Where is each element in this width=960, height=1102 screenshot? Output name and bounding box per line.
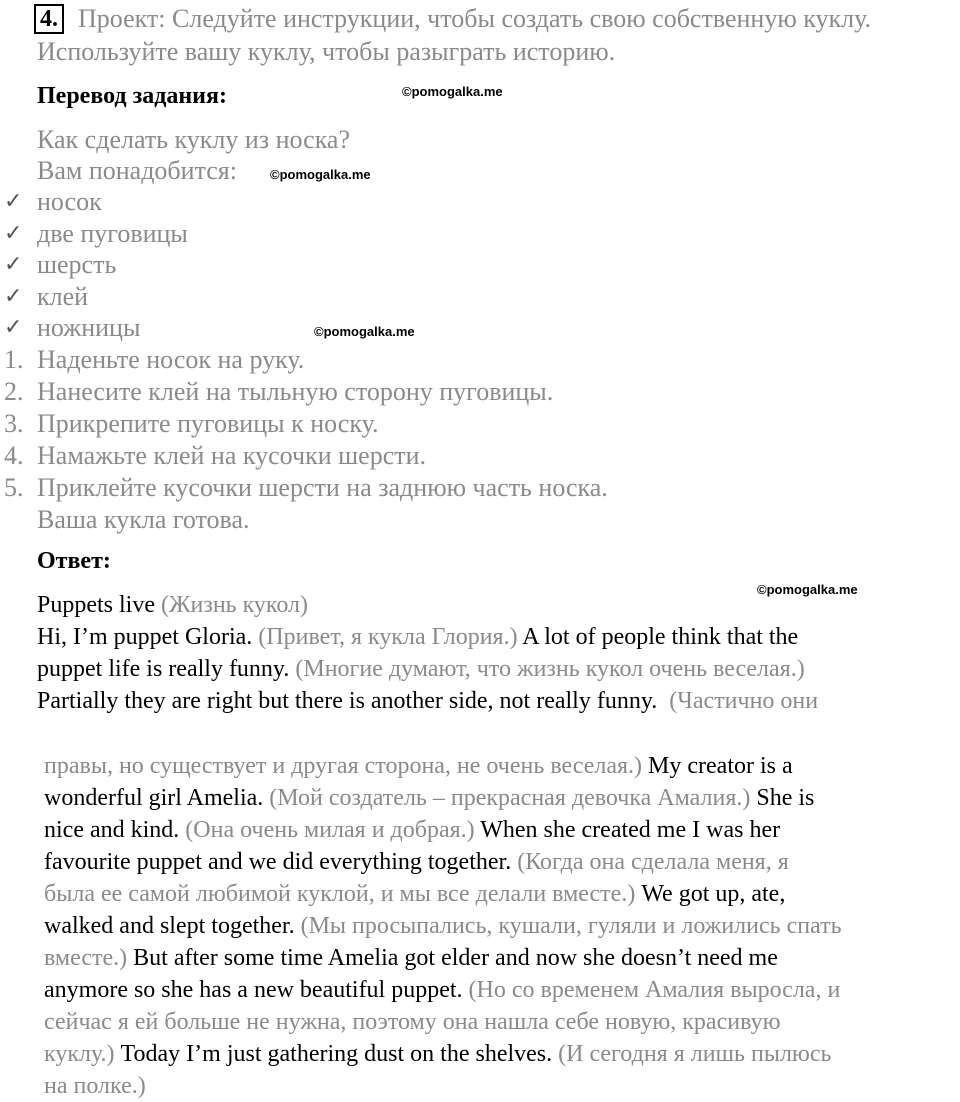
answer-line [37, 621, 818, 653]
answer-line [44, 814, 842, 846]
answer-line [37, 685, 818, 717]
english-text: favourite puppet and we did everything together. [44, 849, 518, 875]
checkmark-icon: ✓ [4, 251, 23, 276]
watermark: ©pomogalka.me [402, 84, 503, 99]
task-instruction-line1: Проект: Следуйте инструкции, чтобы создать свою собственную куклу. [78, 4, 872, 33]
checkmark-icon: ✓ [4, 188, 23, 213]
step-text: Прикрепите пуговицы к носку. [37, 409, 379, 438]
russian-translation: сейчас я ей больше не нужна, поэтому она нашла себе новую, красивую [44, 1009, 781, 1035]
russian-translation: куклу.) [44, 1041, 121, 1067]
russian-translation: (Многие думают, что жизнь кукол очень веселая.) [295, 656, 805, 682]
answer-line [44, 1006, 842, 1038]
material-item: носок [37, 187, 102, 216]
russian-translation: (Она очень милая и добрая.) [185, 817, 481, 843]
answer-line [44, 750, 842, 782]
english-text: A lot of people think that the [522, 624, 799, 650]
checkmark-icon: ✓ [4, 314, 23, 339]
english-text: nice and kind. [44, 817, 186, 843]
need-label: Вам понадобится: [37, 156, 237, 185]
watermark: ©pomogalka.me [314, 324, 415, 339]
english-text: wonderful girl Amelia. [44, 785, 270, 811]
ready-text: Ваша кукла готова. [37, 505, 250, 534]
answer-title-en: Puppets live [37, 592, 155, 618]
russian-translation: была ее самой любимой куклой, и мы все делали вместе.) [44, 881, 642, 907]
english-text: anymore so she has a new beautiful puppet. [44, 977, 469, 1003]
english-text: puppet life is really funny. [37, 656, 296, 682]
russian-translation: (Когда она сделала меня, я [517, 849, 789, 875]
russian-translation: (Привет, я кукла Глория.) [258, 624, 523, 650]
answer-paragraph-2 [44, 750, 842, 1102]
step-number: 5. [4, 473, 24, 502]
checkmark-icon: ✓ [4, 219, 23, 245]
step-text: Наденьте носок на руку. [37, 345, 305, 374]
answer-title [37, 590, 308, 621]
material-item: шерсть [37, 250, 117, 279]
step-number: 4. [4, 441, 24, 470]
answer-line [44, 782, 842, 814]
translation-heading: Перевод задания: [37, 83, 227, 109]
english-text: We got up, ate, [641, 881, 786, 907]
english-text: She is [756, 785, 815, 811]
watermark: ©pomogalka.me [757, 582, 858, 597]
watermark: ©pomogalka.me [270, 167, 371, 182]
russian-translation: (Мы просыпались, кушали, гуляли и ложились спать [300, 913, 842, 939]
english-text: Hi, I’m puppet Gloria. [37, 624, 259, 650]
english-text: But after some time Amelia got elder and now she doesn’t need me [133, 945, 778, 971]
english-text: Today I’m just gathering dust on the shelves. [120, 1041, 559, 1067]
task-number-badge: 4. [34, 4, 64, 34]
answer-line [44, 974, 842, 1006]
material-item: ножницы [37, 313, 141, 342]
answer-line [44, 910, 842, 942]
russian-translation: на полке.) [44, 1073, 146, 1099]
answer-line [44, 846, 842, 878]
step-text: Приклейте кусочки шерсти на заднюю часть носка. [37, 473, 608, 502]
russian-translation: (Но со временем Амалия выросла, и [468, 977, 841, 1003]
english-text: walked and slept together. [44, 913, 301, 939]
russian-translation: вместе.) [44, 945, 134, 971]
step-number: 3. [4, 409, 24, 438]
english-text: My creator is a [648, 753, 793, 779]
answer-line [44, 942, 842, 974]
english-text: Partially they are right but there is another side, not really funny. [37, 688, 670, 714]
answer-title-ru: (Жизнь кукол) [161, 592, 309, 618]
step-text: Намажьте клей на кусочки шерсти. [37, 441, 427, 470]
checkmark-icon: ✓ [4, 282, 23, 308]
russian-translation: (Мой создатель – прекрасная девочка Амалия.) [269, 785, 757, 811]
step-number: 2. [4, 377, 24, 406]
step-text: Нанесите клей на тыльную сторону пуговицы. [37, 377, 554, 406]
russian-translation: (Частично они [669, 688, 819, 714]
english-text: When she created me I was her [480, 817, 781, 843]
howto-title: Как сделать куклу из носка? [37, 125, 351, 154]
answer-line [37, 653, 818, 685]
answer-paragraph-1 [37, 621, 818, 717]
material-item: две пуговицы [37, 218, 188, 248]
task-instruction-line2: Используйте вашу куклу, чтобы разыграть историю. [37, 37, 616, 66]
answer-line [44, 878, 842, 910]
russian-translation: правы, но существует и другая сторона, не очень веселая.) [44, 753, 649, 779]
russian-translation: (И сегодня я лишь пылюсь [558, 1041, 832, 1067]
answer-line [44, 1038, 842, 1070]
answer-heading: Ответ: [37, 548, 111, 574]
answer-line [44, 1070, 842, 1102]
step-number: 1. [4, 345, 24, 374]
material-item: клей [37, 281, 89, 311]
